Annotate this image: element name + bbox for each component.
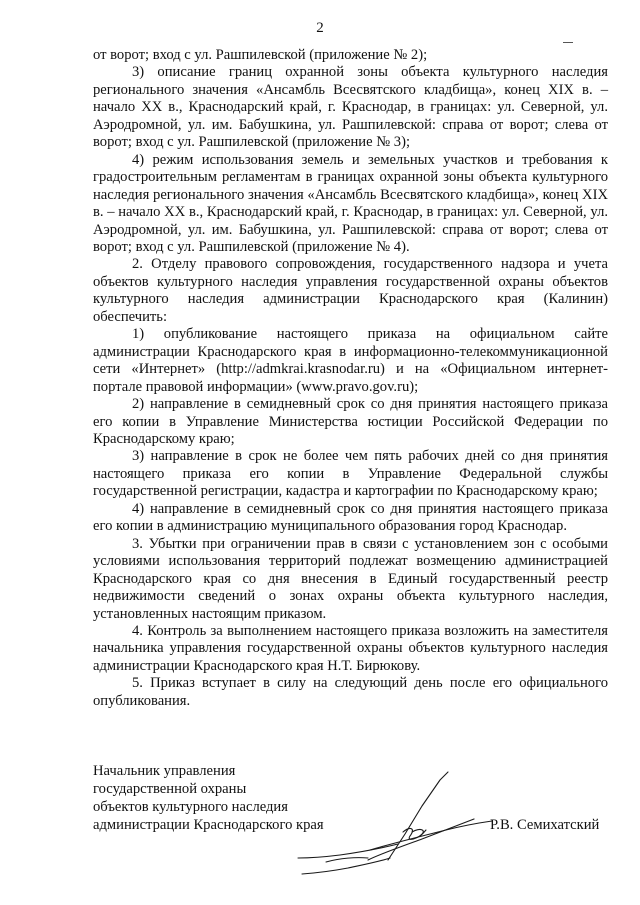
paragraph-3: 2. Отделу правового сопровождения, государственного надзора и учета объектов культурного наследия управления государственной охраны объектов культурного наследия администрации Краснодарского края (Калинин) обеспечить:: [93, 256, 608, 325]
paragraph-1: 3) описание границ охранной зоны объекта культурного наследия регионального значения «Ансамбль Всесвятского кладбища», конец XIX в. – начало XX в., Краснодарский край, г. Краснодар, в границах: ул. Северной, ул. Аэродромной, ул. им. Бабушкина, ул. Рашпилевской: справа от ворот; слева от ворот; вход с ул. Рашпилевской (приложение № 3);: [93, 64, 608, 151]
paragraph-9: 4. Контроль за выполнением настоящего приказа возложить на заместителя начальника управления государственной охраны объектов культурного наследия администрации Краснодарского края Н.Т. Бирюкову.: [93, 622, 608, 674]
signer-position-line: объектов культурного наследия: [93, 798, 288, 815]
handwritten-signature-icon: [270, 770, 500, 880]
paragraph-6: 3) направление в срок не более чем пять рабочих дней со дня принятия настоящего приказа его копии в Управление Федеральной службы государственной регистрации, кадастра и картографии по Краснодарскому краю;: [93, 448, 608, 500]
paragraph-7: 4) направление в семидневный срок со дня принятия настоящего приказа его копии в администрацию муниципального образования город Краснодар.: [93, 500, 608, 535]
paragraph-0: от ворот; вход с ул. Рашпилевской (приложение № 2);: [93, 47, 428, 63]
scan-mark: [563, 42, 573, 43]
paragraph-2: 4) режим использования земель и земельных участков и требования к градостроительным регламентам в границах охранной зоны объекта культурного наследия регионального значения «Ансамбль Всесвятского кладбища», конец XIX в. – начало XX в., Краснодарский край, г. Краснодар, в границах: ул. Северной, ул. Аэродромной, ул. им. Бабушкина, ул. Рашпилевской: справа от ворот; слева от ворот; вход с ул. Рашпилевской (приложение № 4).: [93, 151, 608, 255]
signer-position-line: администрации Краснодарского края: [93, 816, 324, 833]
paragraph-8: 3. Убытки при ограничении прав в связи с установлением зон с особыми условиями использования территорий подлежат возмещению администрацией Краснодарского края со дня внесения в Единый государственный реестр недвижимости сведений о зонах охраны объекта культурного наследия, установленных настоящим приказом.: [93, 535, 608, 622]
document-body: [93, 47, 608, 710]
paragraph-10: 5. Приказ вступает в силу на следующий день после его официального опубликования.: [93, 675, 608, 709]
paragraph-5: 2) направление в семидневный срок со дня принятия настоящего приказа его копии в Управление Министерства юстиции Российской Федерации по Краснодарскому краю;: [93, 396, 608, 447]
signer-position-line: государственной охраны: [93, 780, 247, 797]
paragraph-4: 1) опубликование настоящего приказа на официальном сайте администрации Краснодарского края в информационно-телекоммуникационной сети «Интернет» (http://admkrai.krasnodar.ru) и на «Официальном интернет-портале правовой информации» (www.pravo.gov.ru);: [93, 326, 608, 395]
page-number: 2: [316, 20, 324, 36]
signer-position-line: Начальник управления: [93, 763, 236, 779]
signer-name: Р.В. Семихатский: [490, 817, 600, 833]
